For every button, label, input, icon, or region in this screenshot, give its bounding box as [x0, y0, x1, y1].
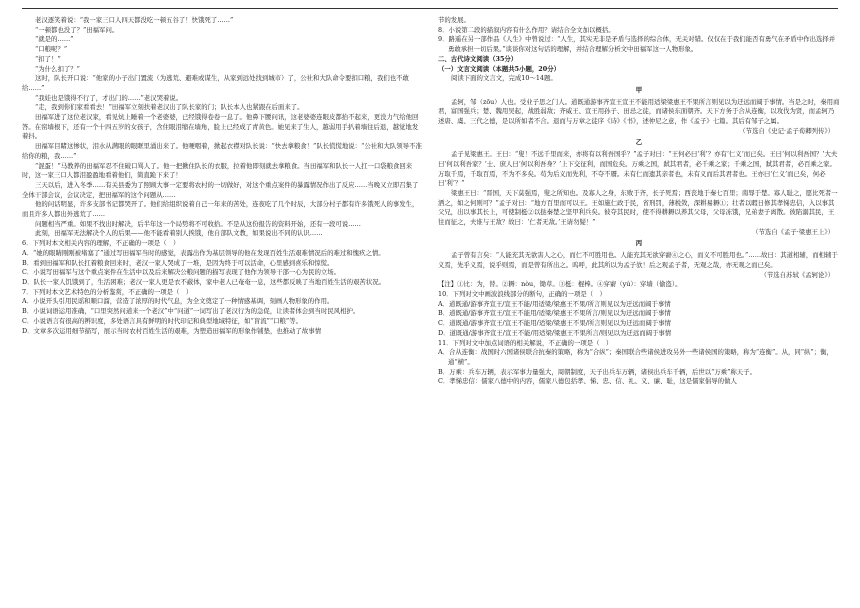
question-stem: 10．下列对文中画波浪线部分的断句，正确的一项是（ ）: [438, 289, 606, 298]
story-line: “为什么扣了？”: [35, 64, 80, 73]
source-citation: （节选自《史记·孟子荀卿列传》）: [739, 126, 834, 135]
passage-bing: 孟子曾有言矣：“人能充其无欲害人之心，而仁不可胜用也。人能充其无欲穿窬④之心，而义不可胜用也。”……故曰：其道相辅，而相辅于义焉，先乎义焉，说乎则焉，而是曾有所出之。呜呼，此其所以为孟子欤！后之观孟子者，无观之哉，亦无观之而已矣。: [438, 251, 838, 269]
answer-option: D．文章多次运用细节描写，展示当时农村百姓生活的艰难，为塑造田福军的形象作铺垫，也推动了故事情: [22, 326, 322, 335]
section-heading: 二、古代诗文阅读（35分）: [438, 54, 518, 63]
answer-option: A．道既通/游事齐宣王/宣王不能/用适梁/梁惠王不果/所言则见以为迂远而阔于事情: [438, 299, 671, 308]
answer-option: B．小说词语运用准确，“口里突然问道来一个老汉”中“问道”一词写出了老汉行为的急促，让读者体会到当时民风相护。: [22, 307, 360, 316]
story-line: “扣了！”: [35, 54, 61, 63]
story-paragraph: “走，我到你们家看看去！”田福军立刻扶着老汉出了队长家的门；队长本人也紧跟在后面来了。: [35, 103, 304, 112]
answer-option: C．孝悌忠信：儒家八德中的内容，儒家八德包括孝、悌、忠、信、礼、义、廉、耻，这是儒家倡导的做人: [438, 377, 737, 386]
answer-option: D．道既通/游事齐宣王/宣王不能/用适梁/梁惠王不果所言/则见以为迂远而阔于事情: [438, 328, 672, 337]
question-stem: 7．下列对本文艺术特色的分析鉴赏，不正确的一项是（ ）: [22, 287, 193, 296]
passage-title-bing: 丙: [635, 239, 643, 248]
story-line: “就是的……”: [35, 35, 74, 44]
source-citation: （节选自《孟子·梁惠王上》）: [752, 227, 834, 236]
question-stem: 9．路遥在另一部作品《人生》中曾说过：“人生，其实无非是矛盾与选择的综合体，无关对错。仅仅在于我们能否有勇气在矛盾中作出选择并勇敢承担一切后果。”谈谈你对这句话的理解，并结合理解分析文中田福军这一人物形象。: [438, 35, 836, 54]
story-paragraph: 这时，队长开口说：“他家的小子出门置流（为逃荒、避难或谋生，从家到远处找到城市）了，公社和大队命令要扣口粮，我们也不敢给……”: [22, 74, 409, 92]
story-paragraph: 问题相当严重。如果不找出时解决，后半年这一个局势将不可收拾。不是从这份报告的资料开始，还有一段可说……: [35, 219, 361, 228]
source-citation: （节选自苏轼《孟轲论》）: [760, 270, 834, 279]
passage-jia: 孟轲，邹（zōu）人也。受业子思之门人。道既通游事齐宣王宣王不能用适梁梁惠王不果所言则见以为迂远而阔于事情。当是之时，秦用商君，富国强兵；楚、魏用吴起，战胜弱敌；齐威王、宣王用孙子、田忌之徒，而诸侯东面朝齐。天下方务于合从连衡，以攻伐为贤，而孟轲乃述唐、虞、三代之德，是以所如者不合。退而与万章之徒序《诗》《书》，述仲尼之意，作《孟子》七篇。其后有邹子之属。: [438, 97, 840, 126]
instruction-text: 阅读下面的文言文，完成10～14题。: [451, 74, 557, 83]
story-paragraph: 三天以后，进入冬季……有关县委为了照顾大事一定要将农村的一切做好，对这个重点案件的暴露情况作出了反应……当晚又立即召集了全体干部会议，会议决定，把田福军的这个问题从……: [22, 180, 419, 199]
answer-option: B．道既通/游事齐宣王/宣王不能用/适梁/梁惠王不果所言/则见以为迂远而阔于事情: [438, 309, 671, 318]
answer-option: A．小说开头引用民谣和顺口溜，营造了浓厚的时代气息，为全文奠定了一种情感基调，刻画人物形象的作用。: [22, 297, 334, 306]
question-stem: 8．小说第二段的描叙内容有什么作用？请结合全文加以概括。: [438, 25, 615, 34]
passage-title-jia: 甲: [635, 85, 643, 94]
answer-option: A．合从连衡：战国时六国诸侯联合抗秦的策略，称为“合纵”；秦国联合些诸侯进攻另外一些诸侯国的策略，称为“连衡”。从，同“纵”；衡，通“横”。: [438, 348, 833, 366]
subsection-heading: （一）文言文阅读（本题共5小题，20分）: [438, 64, 560, 73]
answer-option: B．看到田福军和队长扛着粮食回来时，老汉一家人哭成了一堆，是因为终于可以活命，心里感到喜乐和惊慌。: [22, 258, 334, 267]
continuation-text: 节的发展。: [438, 16, 470, 24]
story-paragraph: “混蛋！”马教养的田福军忍不住破口骂人了。他一把揪住队长的衣服，拉着他即刻就去拿粮食。当田福军和队长一人扛一口袋粮食回来时，这一家三口人都泪盈盈地看着他们，简直跪下来了！: [22, 161, 413, 180]
answer-option: B．万乘：兵车万辆，表示军事力量强大，周朝制度，天子出兵车万辆，诸侯出兵车千辆，后世以“万乘”称天子。: [438, 367, 756, 376]
top-rule: [22, 8, 838, 9]
story-paragraph: “我娃也是饿得不行了，才出门的……”老汉哭着说。: [35, 93, 183, 102]
story-paragraph: 他的问话明显，许多支部书记都哭开了。他们给组织说着自己一年来的苦处，连夜吃了几个时辰，大部分村子都有许多饿死人的事发生，而且许多人都出外逃荒了……: [22, 200, 419, 219]
story-paragraph: 田福军进了这位老汉家，看见炕上睡着一个老婆婆，已经饿得卷卷一息了。他鼻下腰问讯，这老婆婆连眼皮都抬不起来，更没力气给他回答。在窑墙根下，还有一个十四五岁的女孩子，含住眼泪缩在墙角，脸上已经成了青黄色。她见来了生人，越弱用手扒着墙往后退，越觉地发着抖。: [22, 113, 419, 141]
answer-option: A．“她的眼睛刚刚被堵塞了”通过写田福军当时的感觉，表露出作为基层领导的他在发现百姓生活艰难情况后的难过和愧疚之情。: [22, 248, 385, 257]
story-paragraph: 此刻，田福军无法解决个人的后果——他不能看着别人挨饿，他自部队文教，如果说出不同的认识……: [35, 229, 323, 238]
answer-option: C．小说写田福军与这个重点案件在生活中以及后来解决公粮问题的描写表现了他作为领导干部一心为民的立场。: [22, 268, 341, 277]
question-stem: 6．下列对本文相关内容的理解，不正确的一项是（ ）: [22, 239, 180, 248]
story-line: “口粮呢？”: [35, 45, 68, 54]
answer-option: D．队长一家人饥饿到了，生活困难；老汉一家人更是衣不蔽体，家中老人已奄奄一息，这些都反映了当地百姓生活的艰苦状况。: [22, 277, 385, 286]
story-paragraph: 田福军目睹这惨状，泪水从满眼的眼眶里涌出来了。他哽咽着，掀起衣襟对队长说：“快去拿粮食！”队长慌慌地说：“公社和大队领导不准给你的粮，我……”: [22, 142, 422, 160]
left-column: [22, 16, 424, 336]
right-column: [438, 16, 840, 387]
passage-title-yi: 乙: [635, 138, 643, 147]
annotation-notes: 【注】①比：为，替。②耨：nòu，锄草。③梃：棍棒。④穿窬（yú）：穿墙（偷盗）。: [438, 280, 682, 289]
story-line: “一顿都也没了？”田福军问。: [35, 25, 119, 34]
answer-option: C．道既通/游事齐宣王/宣王不能用/适梁/梁惠王不果/所言则见以为迂远而阔于事情: [438, 319, 671, 328]
question-stem: 11．下列对文中加点词语的相关解说，不正确的一项是（ ）: [438, 338, 613, 347]
passage-yi: 孟子见梁惠王。王曰：“叟！不远千里而来，亦将有以利吾国乎？”孟子对曰：“王何必曰‘利’？亦有‘仁义’而已矣。王曰‘何以利吾国？’大夫曰‘何以利吾家？’士、庶人曰‘何以利吾身？’上下交征利，而国危矣。万乘之国，弑其君者，必千乘之家；千乘之国，弑其君者，必百乘之家。万取千焉，千取百焉，不为不多矣。苟为后义而先利，不夺不餍。未有仁而遗其亲者也，未有义而后其君者也。王亦曰‘仁义’而已矣，何必曰‘利’？”: [438, 150, 838, 188]
passage-yi: 梁惠王曰：“晋国，天下莫强焉，叟之所知也。及寡人之身，东败于齐，长子死焉；西丧地于秦七百里；南辱于楚。寡人耻之，愿比死者一洒之，如之何则可？”孟子对曰：“地方百里而可以王。王如施仁政于民，省刑罚，薄税敛，深耕易耨①；壮者以暇日修其孝悌忠信，入以事其父兄，出以事其长上，可使制梃②以挞秦楚之坚甲利兵矣。彼夺其民时，使不得耕耨以养其父母，父母冻饿，兄弟妻子离散。彼陷溺其民，王往而征之，夫谁与王敌？故曰：‘仁者无敌。’王请勿疑！”: [438, 188, 838, 227]
answer-option: C．小说语言有很高的辨识度，多处语言具有鲜明的时代印记和典型地域特征，如“盲流”“口粮”等。: [22, 316, 302, 325]
story-line: 老汉逐笑着说：“我一家三口人四天都没吃一顿五谷了！快饿死了……”: [35, 16, 234, 24]
